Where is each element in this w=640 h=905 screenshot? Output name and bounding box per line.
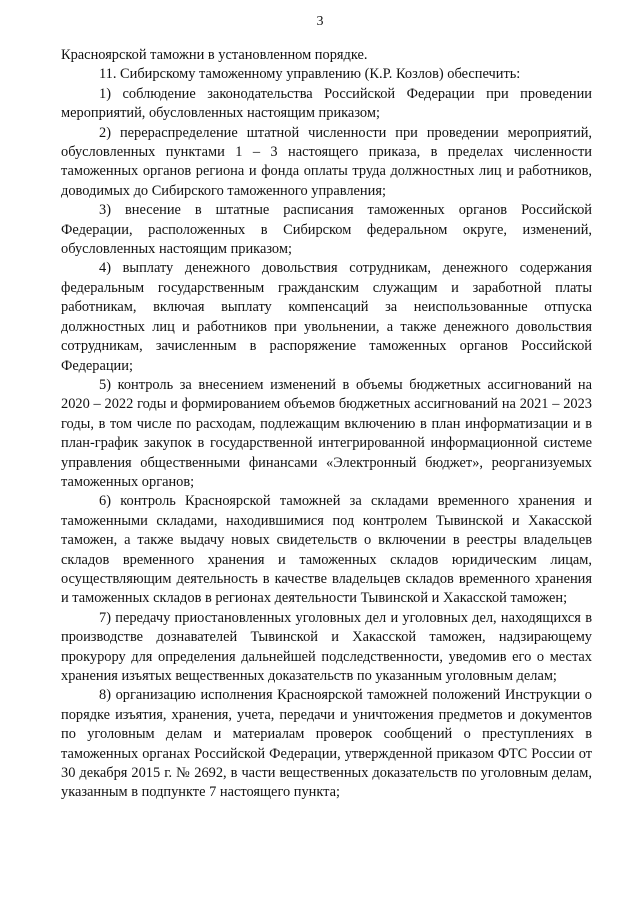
paragraph: Красноярской таможни в установленном порядке. — [61, 47, 368, 63]
paragraph: 6) контроль Красноярской таможней за складами временного хранения и таможенными складами, находившимися под контролем Тывинской и Хакасской таможен, а также выдачу новых свидетельств о включении в реестры владельцев складов временного хранения и таможенных складов юридическим лицам, осуществляющим деятельность в качестве владельцев складов временного хранения и таможенных складов в регионах деятельности Тывинской и Хакасской таможен; — [61, 493, 592, 607]
paragraph: 4) выплату денежного довольствия сотрудникам, денежного содержания федеральным государственным гражданским служащим и заработной платы работникам, включая выплату компенсаций за неиспользованные отпуска должностных лиц и работников при увольнении, а также денежного довольствия сотрудникам, зачисленным в распоряжение таможенных органов Российской Федерации; — [61, 260, 592, 374]
paragraph: 7) передачу приостановленных уголовных дел и уголовных дел, находящихся в производстве дознавателей Тывинской и Хакасской таможен, надзирающему прокурору для определения дальнейшей подследственности, уведомив его о местах хранения изъятых вещественных доказательств по указанным уголовным делам; — [61, 609, 592, 684]
paragraph: 2) перераспределение штатной численности при проведении мероприятий, обусловленных пунктами 1 – 3 настоящего приказа, в пределах численности таможенных органов региона и фонда оплаты труда должностных лиц и работников, доводимых до Сибирского таможенного управления; — [61, 124, 592, 199]
paragraph: 1) соблюдение законодательства Российской Федерации при проведении мероприятий, обусловленных настоящим приказом; — [61, 85, 592, 122]
page-number: 3 — [316, 14, 324, 29]
paragraph: 3) внесение в штатные расписания таможенных органов Российской Федерации, расположенных в Сибирском федеральном округе, изменений, обусловленных настоящим приказом; — [61, 202, 592, 258]
document-body — [61, 46, 592, 803]
paragraph: 11. Сибирскому таможенному управлению (К.Р. Козлов) обеспечить: — [99, 66, 521, 83]
paragraph: 5) контроль за внесением изменений в объемы бюджетных ассигнований на 2020 – 2022 годы и формированием объемов бюджетных ассигнований на 2021 – 2023 годы, в том числе по расходам, подлежащим включению в план информатизации и в план-график закупок в государственной интегрированной информационной системе управления общественными финансами «Электронный бюджет», реорганизуемых таможенных органов; — [61, 376, 592, 490]
paragraph: 8) организацию исполнения Красноярской таможней положений Инструкции о порядке изъятия, хранения, учета, передачи и уничтожения предметов и документов по уголовным делам и материалам проверок сообщений о преступлениях в таможенных органах Российской Федерации, утвержденной приказом ФТС России от 30 декабря 2015 г. № 2692, в части вещественных доказательств по уголовным делам, указанным в подпункте 7 настоящего пункта; — [61, 687, 592, 801]
